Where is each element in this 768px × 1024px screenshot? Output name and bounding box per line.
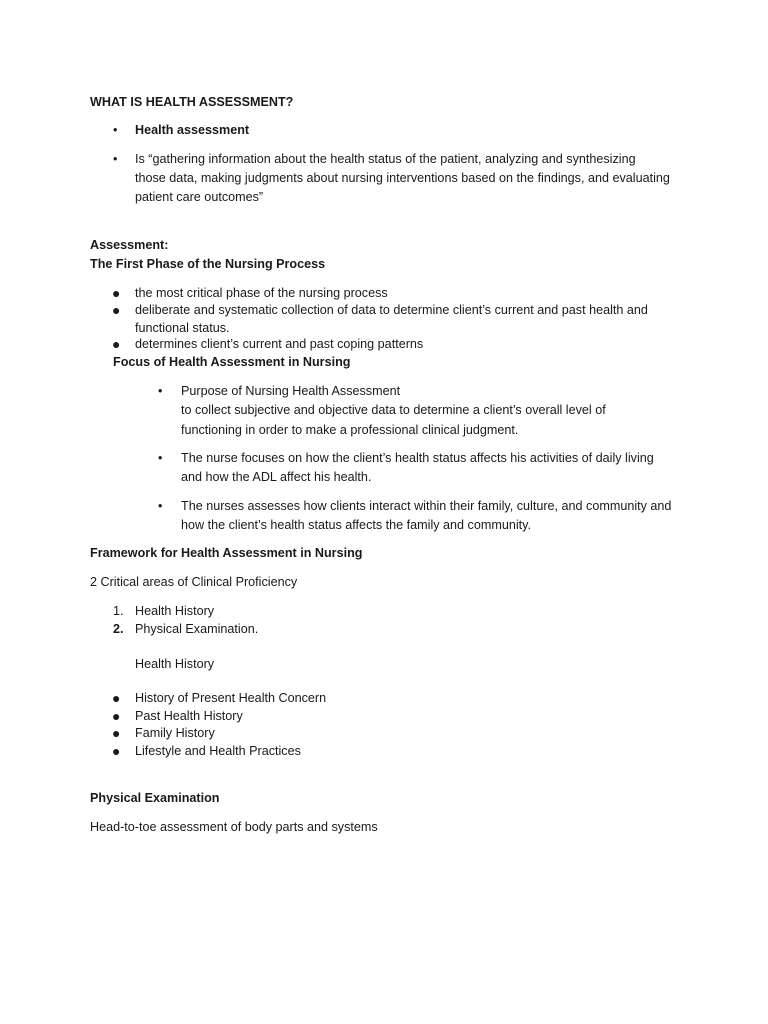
list-item-text: determines client’s current and past coping patterns: [135, 337, 424, 351]
assessment-subtitle: The First Phase of the Nursing Process: [90, 257, 326, 271]
bullet-icon: ●: [112, 743, 121, 759]
list-item-text-line: and how the ADL affect his health.: [181, 470, 372, 484]
list-number: 2.: [113, 622, 124, 636]
list-item-text-line: functional status.: [135, 321, 230, 335]
list-item-text-line: The nurses assesses how clients interact within their family, culture, and community and: [181, 499, 672, 513]
list-item-text: Lifestyle and Health Practices: [135, 744, 301, 758]
bullet-icon: •: [158, 499, 163, 513]
list-item-text-line: functioning in order to make a professional clinical judgment.: [181, 423, 519, 437]
list-item-text-line: Purpose of Nursing Health Assessment: [181, 384, 401, 398]
physical-exam-title: Physical Examination: [90, 791, 220, 805]
bullet-icon: ●: [112, 708, 121, 724]
bullet-icon: •: [113, 123, 118, 137]
list-item-text: Health History: [135, 604, 215, 618]
list-item-text-line: how the client’s health status affects the family and community.: [181, 518, 532, 532]
bullet-icon: •: [158, 451, 163, 465]
list-item-text-line: The nurse focuses on how the client’s health status affects his activities of daily living: [181, 451, 654, 465]
list-item-text-line: to collect subjective and objective data to determine a client’s overall level of: [181, 403, 606, 417]
framework-title: Framework for Health Assessment in Nursing: [90, 546, 363, 560]
list-item-text-line: Is “gathering information about the health status of the patient, analyzing and synthesizing: [135, 152, 636, 166]
health-history-label: Health History: [135, 657, 215, 671]
framework-subtitle: 2 Critical areas of Clinical Proficiency: [90, 575, 298, 589]
bullet-icon: ●: [112, 725, 121, 741]
list-item: [0, 150, 768, 207]
bullet-icon: ●: [112, 285, 121, 301]
assessment-label: Assessment:: [90, 238, 169, 252]
bullet-icon: ●: [112, 690, 121, 706]
list-item-text-line: deliberate and systematic collection of data to determine client’s current and past health and: [135, 303, 648, 317]
heading-what-is-health-assessment: WHAT IS HEALTH ASSESSMENT?: [90, 95, 294, 109]
list-item-text: History of Present Health Concern: [135, 691, 327, 705]
bullet-icon: •: [113, 152, 118, 166]
list-item-text-line: those data, making judgments about nursing interventions based on the findings, and evaluating: [135, 171, 670, 185]
list-item: [0, 121, 768, 140]
list-item-text: Family History: [135, 726, 215, 740]
list-item-text: Health assessment: [135, 123, 250, 137]
physical-exam-text: Head-to-toe assessment of body parts and systems: [90, 820, 378, 834]
list-item-text-line: patient care outcomes”: [135, 190, 264, 204]
list-item-text: Past Health History: [135, 709, 243, 723]
bullet-icon: •: [158, 384, 163, 398]
list-item-text: Physical Examination.: [135, 622, 259, 636]
bullet-icon: ●: [112, 336, 121, 352]
list-item-text: the most critical phase of the nursing process: [135, 286, 388, 300]
list-number: 1.: [113, 604, 124, 618]
focus-title: Focus of Health Assessment in Nursing: [113, 355, 351, 369]
bullet-icon: ●: [112, 302, 121, 318]
